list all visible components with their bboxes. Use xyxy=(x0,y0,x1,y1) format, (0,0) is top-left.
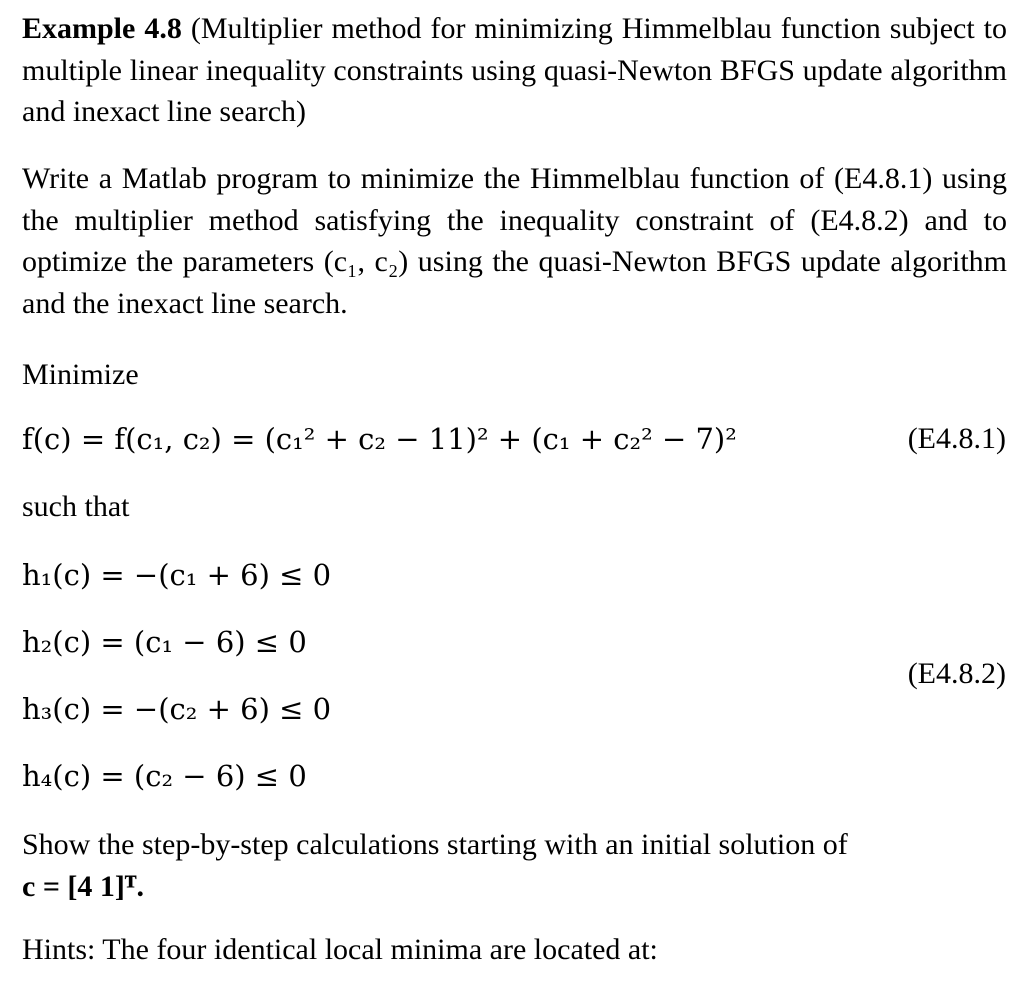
constraint-h2: h₂(c) = (c₁ − 6) ≤ 0 xyxy=(22,625,307,659)
constraint-h3: h₃(c) = −(c₂ + 6) ≤ 0 xyxy=(22,692,332,726)
initial-solution: c = [4 1]ᵀ. xyxy=(22,869,144,903)
example-label: Example 4.8 xyxy=(22,12,182,45)
constraints-equation-number: (E4.8.2) xyxy=(907,657,1006,690)
minimize-label: Minimize xyxy=(22,358,139,391)
objective-equation-number: (E4.8.1) xyxy=(907,422,1006,455)
objective-function: f(c) = f(c₁, c₂) = (c₁² + c₂ − 11)² + (c₁ + c₂² − 7)² xyxy=(22,422,737,456)
such-that-label: such that xyxy=(22,490,130,523)
example-heading xyxy=(22,8,1007,133)
constraint-h4: h₄(c) = (c₂ − 6) ≤ 0 xyxy=(22,759,307,793)
show-steps-text: Show the step-by-step calculations starting with an initial solution of xyxy=(22,828,848,861)
example-description: (Multiplier method for minimizing Himmelblau function subject to multiple linear inequality constraints using quasi-Newton BFGS update algorithm and inexact line search) xyxy=(22,12,1007,128)
intro-paragraph: Write a Matlab program to minimize the Himmelblau function of (E4.8.1) using the multiplier method satisfying the inequality constraint of (E4.8.2) and to optimize the parameters (c₁, c₂) using the quasi-Newton BFGS update algorithm and the inexact line search. xyxy=(22,162,1007,320)
hints-text: Hints: The four identical local minima are located at: xyxy=(22,933,658,966)
constraint-h1: h₁(c) = −(c₁ + 6) ≤ 0 xyxy=(22,558,332,592)
show-steps-paragraph xyxy=(22,824,1007,907)
